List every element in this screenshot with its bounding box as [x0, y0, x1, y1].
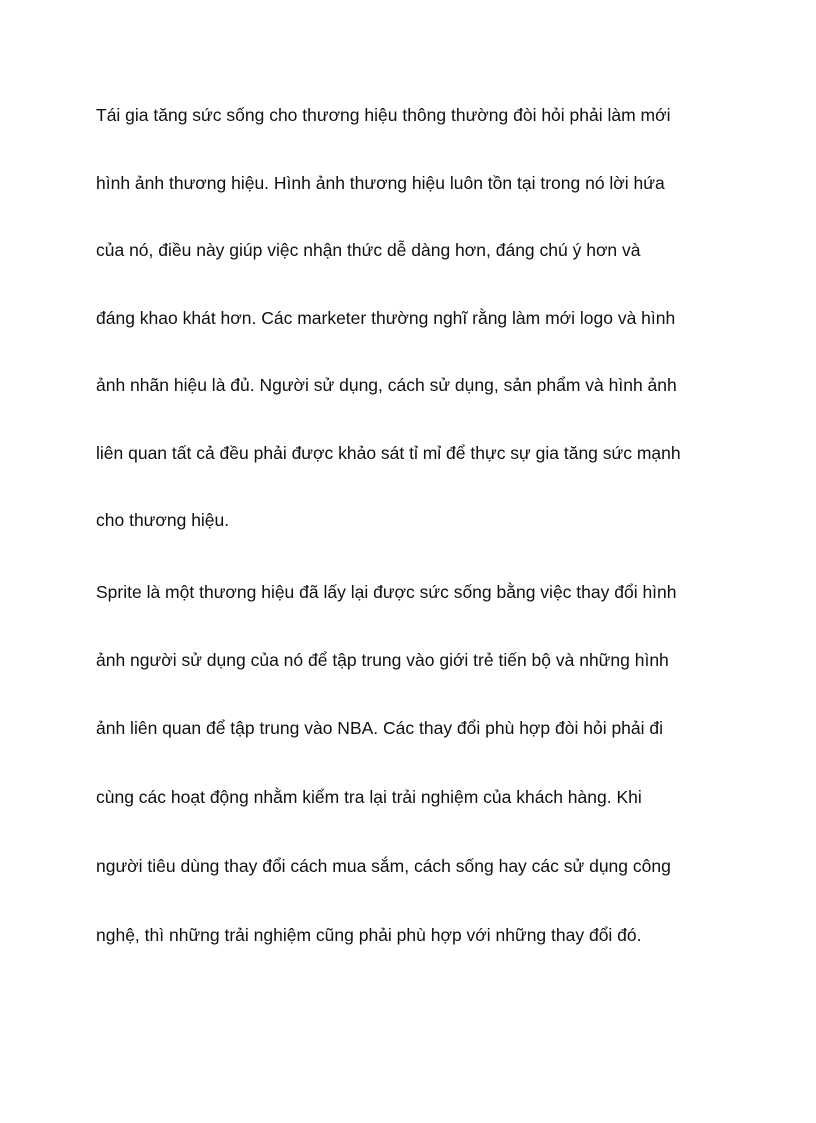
text-line: người tiêu dùng thay đổi cách mua sắm, cách sống hay các sử dụng công — [96, 856, 671, 876]
text-line: Sprite là một thương hiệu đã lấy lại được sức sống bằng việc thay đổi hình — [96, 582, 677, 602]
text-line: ảnh nhãn hiệu là đủ. Người sử dụng, cách sử dụng, sản phẩm và hình ảnh — [96, 375, 677, 395]
text-line: đáng khao khát hơn. Các marketer thường nghĩ rằng làm mới logo và hình — [96, 308, 676, 328]
text-line: hình ảnh thương hiệu. Hình ảnh thương hiệu luôn tồn tại trong nó lời hứa — [96, 173, 665, 193]
text-line: nghệ, thì những trải nghiệm cũng phải phù hợp với những thay đổi đó. — [96, 925, 642, 945]
text-line: liên quan tất cả đều phải được khảo sát tỉ mỉ để thực sự gia tăng sức mạnh — [96, 443, 681, 463]
text-line: cho thương hiệu. — [96, 510, 230, 530]
text-line: ảnh người sử dụng của nó để tập trung vào giới trẻ tiến bộ và những hình — [96, 650, 669, 670]
text-line: Tái gia tăng sức sống cho thương hiệu thông thường đòi hỏi phải làm mới — [96, 105, 671, 125]
text-line: của nó, điều này giúp việc nhận thức dễ dàng hơn, đáng chú ý hơn và — [96, 240, 641, 260]
text-line: cùng các hoạt động nhằm kiểm tra lại trải nghiệm của khách hàng. Khi — [96, 787, 642, 807]
text-line: ảnh liên quan để tập trung vào NBA. Các thay đổi phù hợp đòi hỏi phải đi — [96, 718, 664, 738]
